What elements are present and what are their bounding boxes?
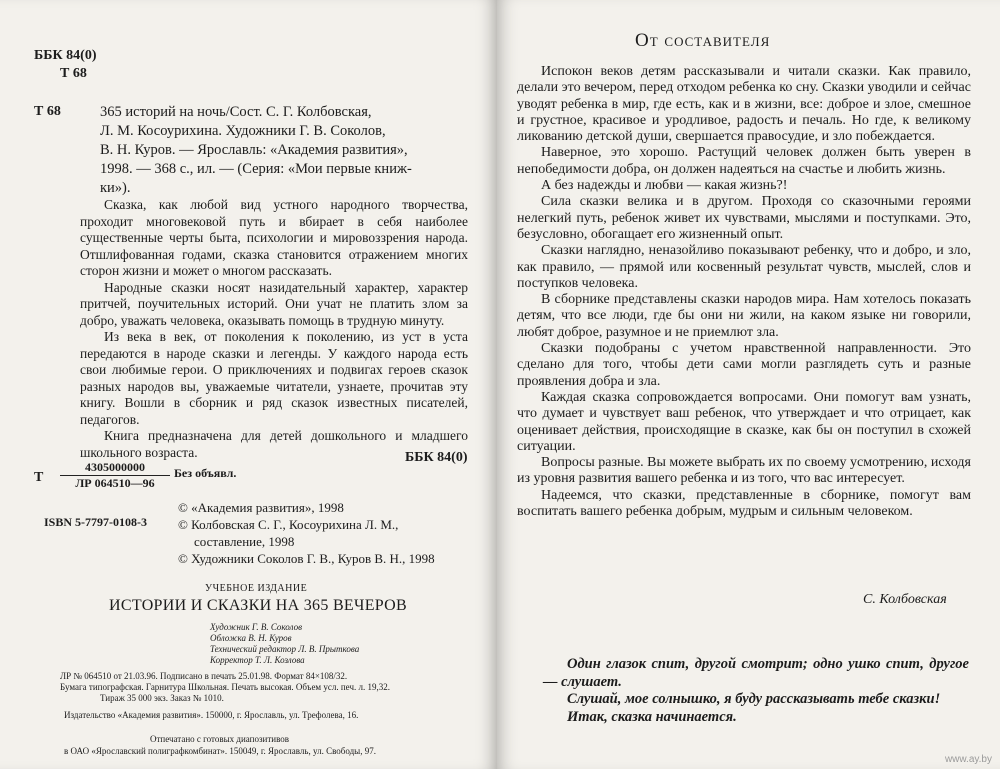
epigraph-line: Итак, сказка начинается.	[567, 708, 737, 725]
preface-paragraph: Вопросы разные. Вы можете выбрать их по своему усмотрению, исходя из уровня развития вашего ребенка и из того, что вас интересует.	[517, 455, 971, 487]
catalog-line: ки»).	[100, 180, 131, 196]
copyright-line: © Колбовская С. Г., Косоурихина Л. М.,	[178, 517, 399, 532]
copyright-line: © Художники Соколов Г. В., Куров В. Н., 1998	[178, 551, 435, 566]
preface-paragraph: Сила сказки велика и в другом. Проходя со сказочными героями нелегкий путь, ребенок живет их чувствами, мыслями и поступками. Это, безусловно, обогащает его жизненный опыт.	[517, 194, 971, 242]
credit-line: Художник Г. В. Соколов	[210, 622, 302, 632]
edition-label: УЧЕБНОЕ ИЗДАНИЕ	[205, 583, 308, 594]
catalog-line: Л. М. Косоурихина. Художники Г. В. Соколов,	[100, 123, 386, 139]
t-letter: Т	[34, 470, 44, 485]
imprint-line: Тираж 35 000 экз. Заказ № 1010.	[100, 693, 224, 703]
credits	[210, 622, 359, 666]
annotation-paragraph: Сказка, как любой вид устного народного творчества, проходит многовековой путь и вбирает в себя наиболее существенные черты быта, психологии и мировоззрения народа. Отшлифованная годами, сказка становится отражением многих сторон жизни и может о многом рассказать.	[80, 197, 468, 278]
copyright-line: составление, 1998	[194, 534, 295, 549]
preface-paragraph: Наверное, это хорошо. Растущий человек должен быть уверен в непобедимости добра, он должен надеяться на счастье и любить жизнь.	[517, 145, 971, 177]
copyright-line: © «Академия развития», 1998	[178, 500, 344, 515]
epigraph-line: Один глазок спит, другой смотрит; одно ушко спит, другое — слушает.	[543, 656, 969, 690]
annotation-paragraph: Из века в век, от поколения к поколению, из уст в уста передаются в народе сказки и легенды. У каждого народа есть свои любимые герои. О приключениях и подвигах героев сказок разных народов вы, уважаемые читатели, узнаете, прочитав эту книгу. Вошли в сборник и ряд сказок известных писателей, педагогов.	[80, 329, 468, 427]
catalog-entry	[100, 103, 470, 198]
annotation-paragraph: Народные сказки носят назидательный характер, характер притчей, поучительных историй. Они учат не платить злом за добро, уважать человека, оказывать помощь в трудную минуту.	[80, 279, 468, 328]
no-announcement: Без объявл.	[174, 466, 237, 480]
publisher: Издательство «Академия развития». 150000, г. Ярославль, ул. Трефолева, 16.	[64, 710, 359, 720]
section-heading: От составителя	[635, 30, 771, 51]
preface-paragraph: Испокон веков детям рассказывали и читали сказки. Как правило, делали это вечером, перед отходом ребенка ко сну. Сказки уводили и сейчас уводят ребенка в мир, где есть, как и в жизни, все: доброе и злое, смешное и грустное, красивое и уродливое, радость и печаль. Но где, к великому ликованию детской души, свершается правосудие, и зло побеждается.	[517, 64, 971, 145]
printer-address: в ОАО «Ярославский полиграфкомбинат». 150049, г. Ярославль, ул. Свободы, 97.	[64, 746, 376, 756]
bbk-top: ББК 84(0)	[34, 48, 97, 63]
book-title: ИСТОРИИ И СКАЗКИ НА 365 ВЕЧЕРОВ	[109, 597, 407, 614]
copyright-block	[178, 499, 435, 567]
epigraph	[543, 656, 969, 726]
credit-line: Корректор Т. Л. Козлова	[210, 655, 305, 665]
preface-paragraph: В сборнике представлены сказки народов мира. Нам хотелось показать детям, что все люди, где бы они ни жили, на каком языке ни говорили, любят доброе, разумное и не приемлют зла.	[517, 292, 971, 340]
preface-paragraph: А без надежды и любви — какая жизнь?!	[541, 178, 788, 194]
imprint-line: Бумага типографская. Гарнитура Школьная. Печать высокая. Объем усл. печ. л. 19,32.	[60, 682, 390, 692]
imprint	[60, 671, 390, 704]
catalog-line: 1998. — 368 с., ил. — (Серия: «Мои первые книж-	[100, 161, 412, 177]
left-page	[0, 0, 497, 769]
printer-note: Отпечатано с готовых диапозитивов	[150, 734, 290, 744]
fraction-top: 4305000000	[60, 460, 170, 476]
annotation	[80, 197, 468, 461]
annotation-paragraph: Книга предназначена для детей дошкольного и младшего школьного возраста.	[80, 428, 468, 460]
isbn: ISBN 5-7797-0108-3	[44, 515, 148, 529]
watermark: www.ay.by	[944, 754, 992, 765]
credit-line: Обложка В. Н. Куров	[210, 633, 292, 643]
credit-line: Технический редактор Л. В. Прыткова	[210, 644, 360, 654]
catalog-line: В. Н. Куров. — Ярославль: «Академия развития»,	[100, 142, 408, 158]
catalog-line: 365 историй на ночь/Сост. С. Г. Колбовская,	[100, 104, 372, 120]
preface-paragraph: Надеемся, что сказки, представленные в сборнике, помогут вам воспитать вашего ребенка добрым, мудрым и сильным человеком.	[517, 487, 971, 520]
preface-text	[517, 64, 971, 520]
preface-paragraph: Сказки наглядно, неназойливо показывают ребенку, что и добро, и зло, как правило, — прямой или косвенный результат чувств, мыслей, слов и поступков человека.	[517, 243, 971, 291]
signature: С. Колбовская	[863, 592, 947, 607]
imprint-line: ЛР № 064510 от 21.03.96. Подписано в печать 25.01.98. Формат 84×108/32.	[60, 671, 348, 681]
fraction-bottom: ЛР 064510—96	[75, 476, 155, 490]
catalog-code: Т 68	[34, 104, 61, 119]
preface-paragraph: Сказки подобраны с учетом нравственной направленности. Это сделано для того, чтобы дети сами могли разглядеть суть и разные проявления добра и зла.	[517, 341, 971, 389]
bbk-bottom: ББК 84(0)	[405, 450, 468, 465]
right-page	[497, 0, 1000, 769]
preface-paragraph: Каждая сказка сопровождается вопросами. Они помогут вам узнать, что думает и чувствует ваш ребенок, что утверждает и что отрицает, как оценивает действия, происходящие в сказке, как бы он поступил в схожей ситуации.	[517, 389, 971, 454]
code-top: Т 68	[60, 66, 87, 81]
epigraph-line: Слушай, мое солнышко, я буду рассказывать тебе сказки!	[567, 691, 941, 707]
